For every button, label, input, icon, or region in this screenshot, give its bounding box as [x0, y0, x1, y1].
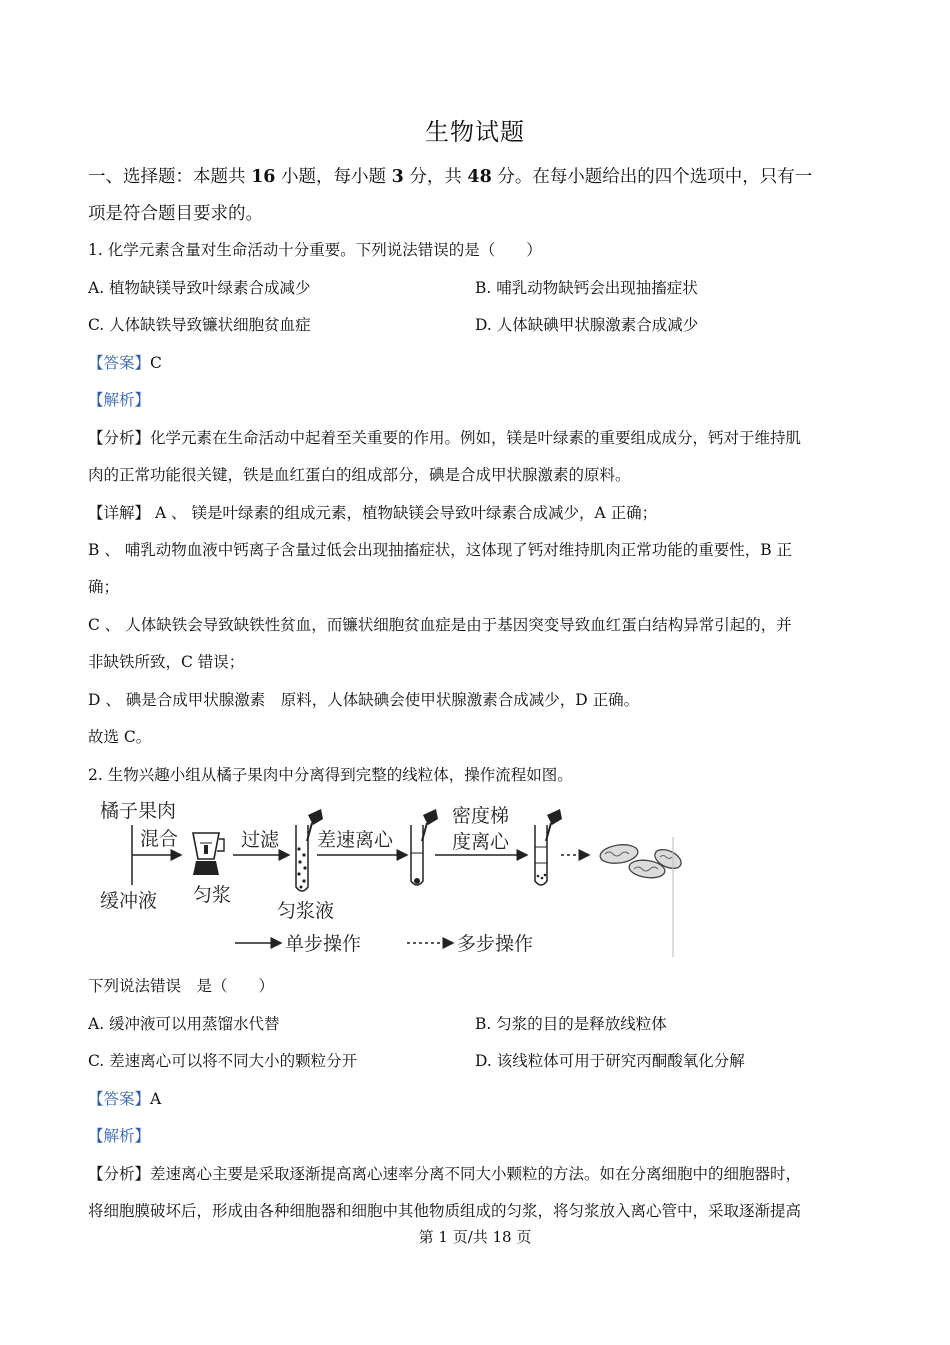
label-buffer: 缓冲液: [100, 890, 158, 912]
q2-option-a: A. 缓冲液可以用蒸馏水代替: [88, 1015, 280, 1033]
q1-option-c: C. 人体缺铁导致镰状细胞贫血症: [88, 316, 311, 334]
q1-detail-b2: 确；: [88, 578, 120, 596]
q1-fenxi-line2: 肉的正常功能很关键，铁是血红蛋白的组成部分，碘是合成甲状腺激素的原料。: [88, 466, 631, 484]
label-mix: 混合: [140, 828, 179, 850]
q2-stem: 2. 生物兴趣小组从橘子果肉中分离得到完整的线粒体，操作流程如图。: [88, 766, 573, 784]
label-multi-step: 多步操作: [457, 933, 534, 955]
q2-fenxi-line1: 【分析】差速离心主要是采取逐渐提高离心速率分离不同大小颗粒的方法。如在分离细胞中的细胞器时，: [88, 1165, 802, 1183]
label-homogenize: 匀浆: [193, 884, 232, 906]
blender-icon: [193, 833, 224, 875]
label-diff-centrifuge: 差速离心: [317, 829, 394, 851]
q1-answer: 【答案】C: [88, 354, 162, 372]
q2-option-c: C. 差速离心可以将不同大小的颗粒分开: [88, 1052, 358, 1070]
label-filter: 过滤: [241, 829, 280, 851]
centrifuge-tube-icon: [411, 825, 423, 885]
answer-tag: 【答案】: [88, 1090, 151, 1108]
q2-analysis-tag: 【解析】: [88, 1127, 151, 1145]
label-density-1: 密度梯: [452, 805, 510, 827]
q1-detail-a: 【详解】 A 、 镁是叶绿素的组成元素，植物缺镁会导致叶绿素合成减少，A 正确；: [88, 504, 658, 522]
q2-answer: 【答案】A: [88, 1090, 162, 1108]
page-title: 生物试题: [425, 118, 525, 146]
q1-detail-d: D 、 碘是合成甲状腺激素 原料，人体缺碘会使甲状腺激素合成减少，D 正确。: [88, 691, 640, 709]
q1-fenxi-line1: 【分析】化学元素在生命活动中起着至关重要的作用。例如，镁是叶绿素的重要组成成分，钙对于维持肌: [88, 429, 802, 447]
section-heading-line1: 一、选择题：本题共 16 小题，每小题 3 分，共 48 分。在每小题给出的四个选项中，只有一: [88, 167, 813, 187]
q1-option-a: A. 植物缺镁导致叶绿素合成减少: [88, 279, 311, 297]
homogenate-tube-icon: [296, 825, 308, 891]
label-single-step: 单步操作: [285, 933, 362, 955]
mitochondria-icon: [599, 842, 684, 879]
q1-choose: 故选 C。: [88, 728, 152, 746]
q2-flow-diagram: [95, 797, 685, 967]
q1-stem: 1. 化学元素含量对生命活动十分重要。下列说法错误的是（ ）: [88, 241, 542, 259]
pipette-icon-3: [546, 809, 562, 841]
q2-option-b: B. 匀浆的目的是释放线粒体: [475, 1015, 667, 1033]
gradient-tube-icon: [535, 825, 547, 885]
q2-ask: 下列说法错误 是（ ）: [88, 977, 275, 995]
q1-detail-b1: B 、 哺乳动物血液中钙离子含量过低会出现抽搐症状，这体现了钙对维持肌肉正常功能的重要性，B 正: [88, 541, 793, 559]
q1-detail-c1: C 、 人体缺铁会导致缺铁性贫血，而镰状细胞贫血症是由于基因突变导致血红蛋白结构异常引起的，并: [88, 616, 792, 634]
pipette-icon-2: [422, 809, 438, 841]
q1-option-b: B. 哺乳动物缺钙会出现抽搐症状: [475, 279, 698, 297]
answer-tag: 【答案】: [88, 354, 151, 372]
q1-option-d: D. 人体缺碘甲状腺激素合成减少: [475, 316, 699, 334]
q2-fenxi-line2: 将细胞膜破坏后，形成由各种细胞器和细胞中其他物质组成的匀浆，将匀浆放入离心管中，采取逐渐提高: [88, 1202, 802, 1220]
q2-option-d: D. 该线粒体可用于研究丙酮酸氧化分解: [475, 1052, 745, 1070]
page-footer: 第 1 页/共 18 页: [418, 1228, 532, 1246]
label-orange-pulp: 橘子果肉: [100, 800, 177, 822]
q1-analysis-tag: 【解析】: [88, 391, 151, 409]
section-heading-line2: 项是符合题目要求的。: [88, 204, 263, 224]
q1-detail-c2: 非缺铁所致，C 错误；: [88, 653, 245, 671]
label-density-2: 度离心: [452, 831, 510, 853]
label-homogenate: 匀浆液: [277, 900, 335, 922]
